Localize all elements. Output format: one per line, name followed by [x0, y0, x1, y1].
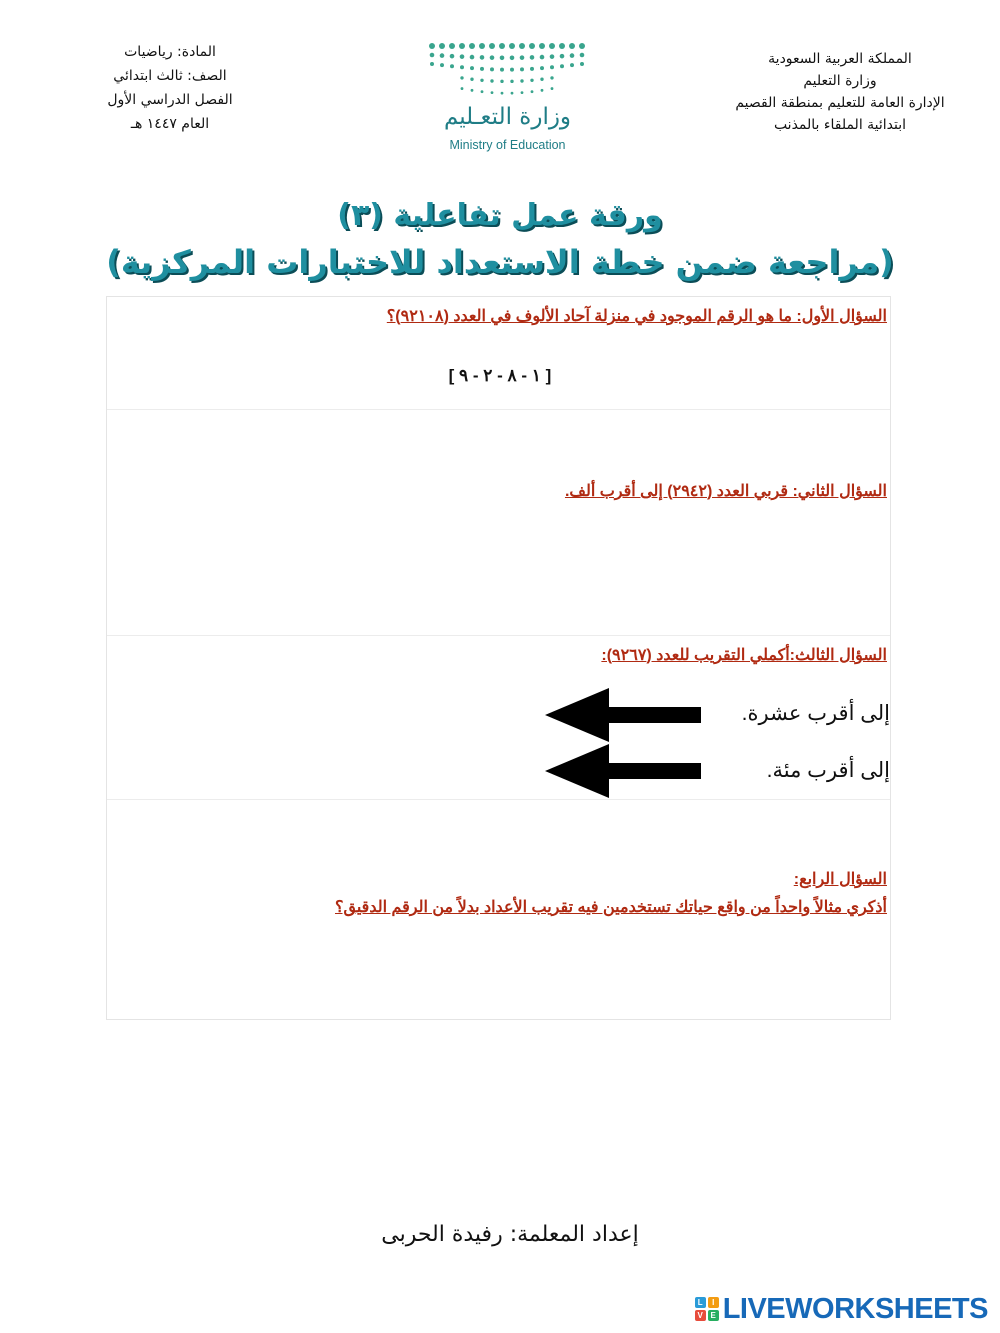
- question-4-title: السؤال الرابع:: [793, 871, 887, 888]
- section-divider: [107, 635, 890, 636]
- logo-dot: [519, 43, 525, 49]
- worksheet-subtitle: (مراجعة ضمن خطة الاستعداد للاختبارات المركزية): [106, 243, 894, 281]
- logo-dot: [440, 53, 445, 58]
- question-4-body: أذكري مثالاً واحداً من واقع حياتك تستخدمين فيه تقريب الأعداد بدلاً من الرقم الدقيق؟: [335, 899, 887, 916]
- logo-dot: [580, 62, 584, 66]
- logo-dot: [520, 67, 524, 71]
- country-line: المملكة العربية السعودية: [768, 51, 912, 67]
- logo-dot: [480, 67, 484, 71]
- ministry-logo-icon: [420, 38, 595, 104]
- directorate-line: الإدارة العامة للتعليم بمنطقة القصيم: [735, 95, 945, 111]
- logo-dot: [550, 76, 553, 79]
- section-divider: [107, 799, 890, 800]
- logo-dot: [570, 53, 575, 58]
- logo-dot: [510, 55, 515, 60]
- logo-dot: [470, 55, 475, 60]
- logo-dot: [500, 55, 505, 60]
- logo-dot: [501, 92, 504, 95]
- logo-dot: [461, 87, 464, 90]
- logo-dot: [430, 62, 434, 66]
- logo-dot: [540, 78, 543, 81]
- logo-dot: [460, 76, 463, 79]
- logo-dot: [430, 53, 435, 58]
- logo-arabic-text: وزارة التعـليم: [443, 104, 572, 130]
- teacher-credit: إعداد المعلمة: رفيدة الحربى: [381, 1222, 639, 1247]
- section-divider: [107, 409, 890, 410]
- logo-dot: [470, 66, 474, 70]
- logo-dot: [510, 80, 513, 83]
- question-2: السؤال الثاني: قربي العدد (٢٩٤٢) إلى أقرب ألف.: [564, 483, 887, 500]
- worksheet-title: ورقة عمل تفاعلية (٣): [337, 198, 663, 233]
- round-to-ten-label: إلى أقرب عشرة.: [741, 702, 890, 725]
- logo-dot: [450, 64, 454, 68]
- logo-dot: [551, 87, 554, 90]
- logo-dot: [470, 78, 473, 81]
- arrow-left-icon: [545, 688, 705, 742]
- logo-dot: [490, 79, 493, 82]
- logo-dot: [459, 43, 465, 49]
- arrow-left-icon: [545, 744, 705, 798]
- logo-dot: [469, 43, 475, 49]
- logo-dot: [520, 79, 523, 82]
- round-to-hundred-label: إلى أقرب مئة.: [766, 759, 890, 782]
- logo-dot: [521, 91, 524, 94]
- logo-dot: [429, 43, 435, 49]
- logo-dot: [449, 43, 455, 49]
- logo-dot: [529, 43, 535, 49]
- logo-dot: [480, 79, 483, 82]
- logo-dot: [550, 65, 554, 69]
- logo-dot: [460, 65, 464, 69]
- ministry-logo: [420, 38, 595, 158]
- liveworksheets-badge-icon: L I V E: [695, 1297, 719, 1321]
- logo-dot: [500, 80, 503, 83]
- liveworksheets-logo[interactable]: [695, 1292, 988, 1326]
- logo-dot: [511, 92, 514, 95]
- logo-english-text: Ministry of Education: [449, 138, 566, 152]
- question-3: السؤال الثالث:أكملي التقريب للعدد (٩٢٦٧):: [601, 647, 887, 664]
- logo-dot: [539, 43, 545, 49]
- logo-dot: [490, 55, 495, 60]
- logo-dot: [560, 54, 565, 59]
- grade-line: الصف: ثالث ابتدائي: [113, 68, 227, 84]
- logo-dot: [450, 54, 455, 59]
- logo-dot: [439, 43, 445, 49]
- logo-dot: [481, 90, 484, 93]
- logo-dot: [560, 64, 564, 68]
- logo-dot: [569, 43, 575, 49]
- school-info: [710, 48, 970, 136]
- term-line: الفصل الدراسي الأول: [107, 92, 233, 108]
- logo-dot: [520, 55, 525, 60]
- logo-dot: [530, 55, 535, 60]
- logo-dot: [540, 66, 544, 70]
- year-line: العام ١٤٤٧ هـ: [130, 116, 210, 132]
- logo-dot: [479, 43, 485, 49]
- ministry-line: وزارة التعليم: [803, 73, 877, 89]
- logo-dot: [580, 53, 585, 58]
- question-1-options[interactable]: [ ١ - ٨ - ٢ - ٩ ]: [448, 366, 552, 385]
- logo-dot: [500, 68, 504, 72]
- question-1: السؤال الأول: ما هو الرقم الموجود في منزلة آحاد الألوف في العدد (٩٢١٠٨)؟: [386, 308, 887, 325]
- school-line: ابتدائية الملقاء بالمذنب: [773, 117, 907, 133]
- logo-dot: [510, 68, 514, 72]
- logo-dot: [480, 55, 485, 60]
- logo-dot: [579, 43, 585, 49]
- logo-dot: [550, 54, 555, 59]
- logo-dot: [491, 91, 494, 94]
- logo-dot: [490, 67, 494, 71]
- logo-dot: [460, 54, 465, 59]
- logo-dot: [559, 43, 565, 49]
- logo-dot: [541, 89, 544, 92]
- logo-dot: [440, 63, 444, 67]
- liveworksheets-text: LIVEWORKSHEETS: [722, 1292, 988, 1325]
- logo-dot: [530, 67, 534, 71]
- logo-dot: [530, 79, 533, 82]
- logo-dot: [471, 89, 474, 92]
- subject-line: المادة: رياضيات: [124, 44, 216, 60]
- logo-dot: [509, 43, 515, 49]
- logo-dot: [540, 55, 545, 60]
- logo-dot: [499, 43, 505, 49]
- subject-info: [70, 40, 270, 136]
- logo-dot: [570, 63, 574, 67]
- logo-dot: [531, 90, 534, 93]
- logo-dot: [489, 43, 495, 49]
- logo-dot: [549, 43, 555, 49]
